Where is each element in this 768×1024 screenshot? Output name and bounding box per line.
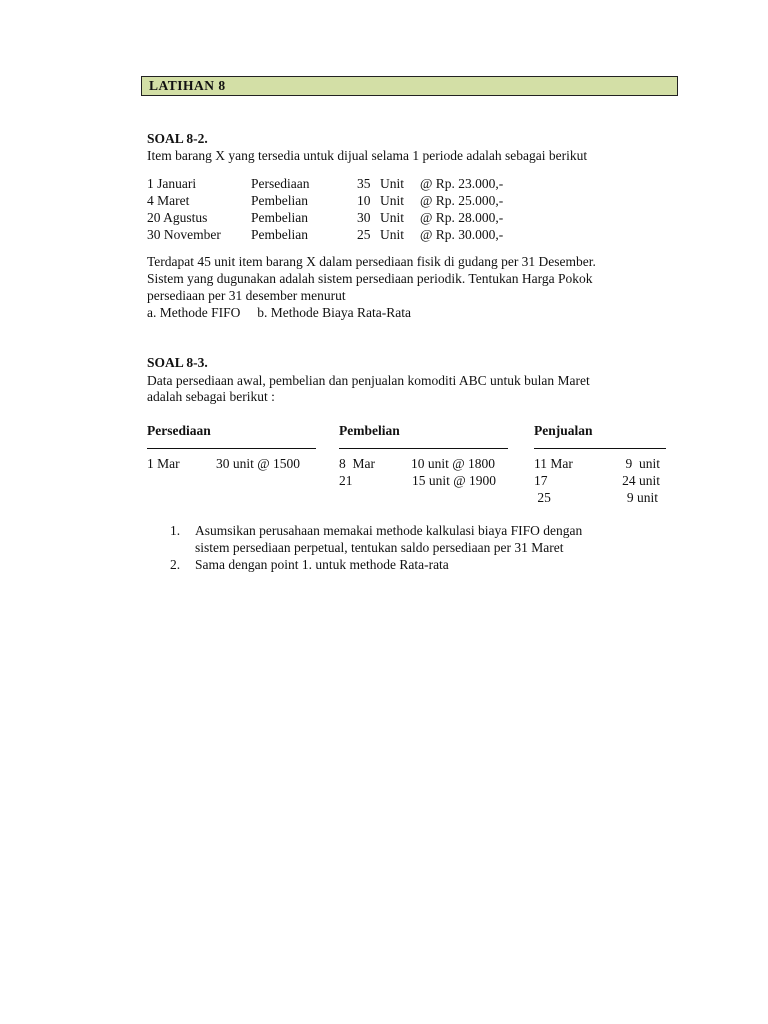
row-value: 24 unit [622, 473, 660, 488]
row-date: 20 Agustus [147, 210, 208, 225]
row-value: 15 unit @ 1900 [412, 473, 497, 488]
row-unit: Unit [380, 193, 405, 208]
row-price: @ Rp. 23.000,- [420, 176, 504, 191]
penjualan-header: Penjualan [534, 423, 593, 438]
row-unit: Unit [380, 176, 405, 191]
row-qty: 25 [357, 227, 371, 242]
row-value: 30 unit @ 1500 [216, 456, 301, 471]
task-text-line: Sama dengan point 1. untuk methode Rata-rata [195, 557, 449, 572]
row-price: @ Rp. 25.000,- [420, 193, 504, 208]
latihan-header [141, 76, 678, 96]
row-price: @ Rp. 28.000,- [420, 210, 504, 225]
row-date: 4 Maret [147, 193, 190, 208]
row-date: 21 [339, 473, 353, 488]
row-type: Pembelian [251, 210, 308, 225]
row-unit: Unit [380, 227, 405, 242]
row-date: 25 [534, 490, 551, 505]
row-date: 11 Mar [534, 456, 573, 471]
row-unit: Unit [380, 210, 405, 225]
row-date: 17 [534, 473, 548, 488]
soal-8-3-intro-line: Data persediaan awal, pembelian dan penjualan komoditi ABC untuk bulan Maret [147, 373, 590, 388]
row-type: Persediaan [251, 176, 310, 191]
penjualan-underline [534, 448, 666, 449]
pembelian-header: Pembelian [339, 423, 400, 438]
task-text-line: Asumsikan perusahaan memakai methode kalkulasi biaya FIFO dengan [195, 523, 583, 538]
row-date: 8 Mar [339, 456, 375, 471]
soal-8-2-paragraph-line: Sistem yang dugunakan adalah sistem persediaan periodik. Tentukan Harga Pokok [147, 271, 593, 286]
soal-8-2-paragraph-line: Terdapat 45 unit item barang X dalam persediaan fisik di gudang per 31 Desember. [147, 254, 596, 269]
task-number: 2. [170, 557, 181, 572]
row-value: 9 unit [625, 456, 660, 471]
soal-8-3-intro-line: adalah sebagai berikut : [147, 389, 275, 404]
row-qty: 30 [357, 210, 371, 225]
row-date: 1 Mar [147, 456, 180, 471]
persediaan-header: Persediaan [147, 423, 211, 438]
row-qty: 35 [357, 176, 371, 191]
task-text-line: sistem persediaan perpetual, tentukan saldo persediaan per 31 Maret [195, 540, 564, 555]
row-value: 9 unit [626, 490, 658, 505]
row-qty: 10 [357, 193, 371, 208]
persediaan-underline [147, 448, 316, 449]
row-type: Pembelian [251, 193, 308, 208]
row-value: 10 unit @ 1800 [411, 456, 496, 471]
soal-8-2-heading: SOAL 8-2. [147, 131, 208, 146]
task-number: 1. [170, 523, 181, 538]
latihan-title: LATIHAN 8 [149, 78, 226, 93]
row-date: 30 November [147, 227, 221, 242]
row-price: @ Rp. 30.000,- [420, 227, 504, 242]
pembelian-underline [339, 448, 508, 449]
row-type: Pembelian [251, 227, 308, 242]
soal-8-2-intro: Item barang X yang tersedia untuk dijual selama 1 periode adalah sebagai berikut [147, 148, 588, 163]
soal-8-2-methods: a. Methode FIFO b. Methode Biaya Rata-Rata [147, 305, 411, 320]
soal-8-3-heading: SOAL 8-3. [147, 355, 208, 370]
soal-8-2-paragraph-line: persediaan per 31 desember menurut [147, 288, 346, 303]
row-date: 1 Januari [147, 176, 197, 191]
